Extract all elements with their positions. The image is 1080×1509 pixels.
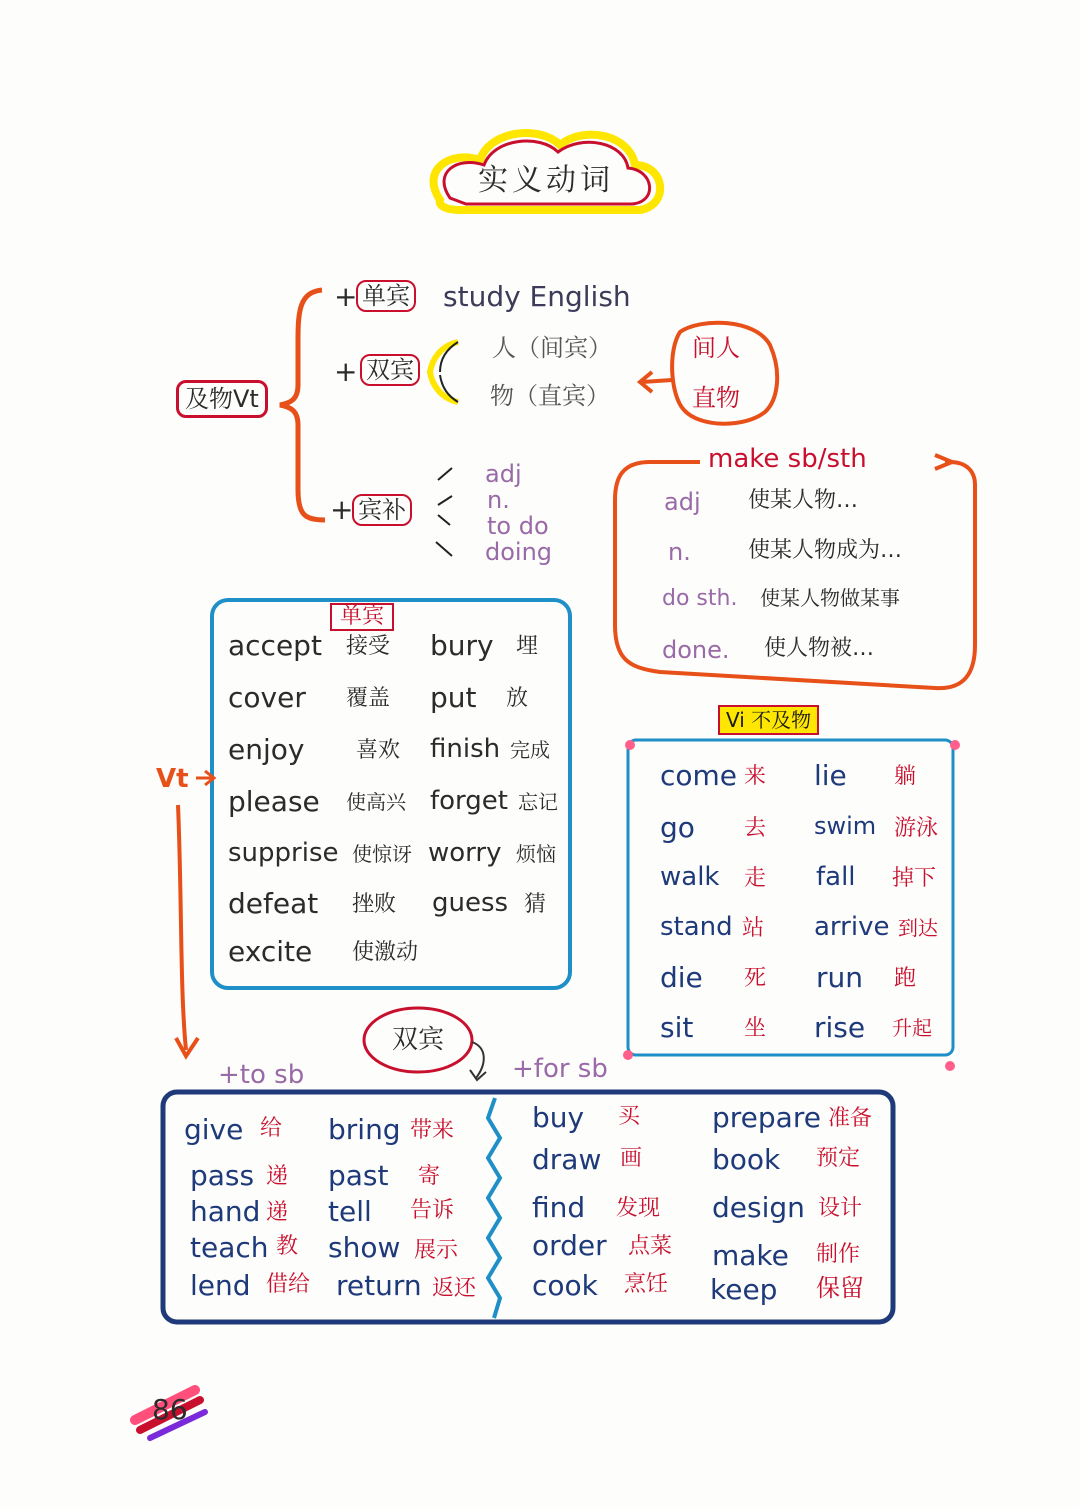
binbu-item: to do [487,512,549,540]
word-zh: 完成 [510,738,550,762]
word-en: rise [814,1011,866,1044]
word-en: draw [532,1143,602,1176]
word-zh: 递 [266,1200,289,1225]
make-row-key: do sth. [662,586,738,611]
word-en: enjoy [228,733,305,766]
word-zh: 给 [260,1116,283,1141]
word-en: cook [532,1269,598,1302]
word-en: teach [190,1231,269,1264]
word-en: guess [432,888,509,918]
word-en: sit [660,1011,694,1044]
word-en: return [336,1269,422,1302]
page-title: 实义动词 [478,163,614,198]
word-zh: 使高兴 [346,790,406,814]
word-en: stand [660,912,733,942]
vt-label [176,380,268,418]
word-zh: 站 [742,916,765,941]
vt-label-text: 及物Vt [185,385,259,413]
word-en: worry [428,838,502,868]
word-zh: 告诉 [410,1198,455,1223]
word-en: hand [190,1195,261,1228]
binbu-item: doing [485,538,553,566]
word-en: defeat [228,887,319,920]
shuangbin-item-thing: 物（直宾） [490,382,610,410]
word-en: excite [228,935,313,968]
word-zh: 放 [506,686,529,711]
word-en: show [328,1231,401,1264]
word-zh: 买 [618,1104,641,1129]
word-zh: 寄 [418,1164,441,1189]
word-en: come [660,759,738,792]
word-en: go [660,811,695,844]
word-en: pass [190,1159,255,1192]
vi-box-label: Vi 不及物 [718,705,819,735]
word-en: find [532,1191,586,1224]
make-row-value: 使某人物… [748,488,859,513]
word-zh: 设计 [818,1196,863,1221]
word-en: finish [430,734,501,764]
word-zh: 使惊讶 [352,842,412,866]
word-zh: 烦恼 [516,842,556,866]
word-zh: 递 [266,1164,289,1189]
word-zh: 挫败 [352,892,397,917]
make-row-value: 使某人物做某事 [760,586,900,610]
word-zh: 游泳 [894,816,939,841]
word-en: swim [814,812,877,840]
to-sb-label: +to sb [218,1060,305,1090]
word-en: lend [190,1269,251,1302]
word-en: tell [328,1195,372,1228]
word-zh: 死 [744,966,767,991]
word-zh: 覆盖 [346,686,391,711]
note-line-1: 间人 [692,334,740,362]
word-zh: 借给 [266,1272,311,1297]
word-en: please [228,785,320,818]
word-en: order [532,1229,607,1262]
danbin-example: study English [443,280,631,313]
binbu-item: n. [487,486,510,514]
word-zh: 埋 [516,634,539,659]
word-en: fall [816,862,856,892]
word-en: lie [814,759,847,792]
plus-sign-2: + [334,355,358,388]
word-zh: 教 [276,1234,299,1259]
word-en: prepare [712,1101,821,1134]
word-zh: 预定 [816,1146,861,1171]
word-en: die [660,961,703,994]
word-zh: 躺 [894,764,917,789]
make-box-title: make sb/sth [708,444,867,474]
word-en: supprise [228,838,339,868]
word-en: bring [328,1113,401,1146]
word-en: cover [228,681,306,714]
word-zh: 猜 [524,892,547,917]
word-en: design [712,1191,805,1224]
word-zh: 展示 [414,1238,459,1263]
word-zh: 来 [744,764,767,789]
shuangbin-item-person: 人（间宾） [492,334,612,362]
word-zh: 使激动 [352,940,419,965]
make-row-key: adj [664,488,701,516]
page-number: 86 [152,1393,188,1426]
word-zh: 升起 [892,1016,932,1040]
word-en: book [712,1143,781,1176]
word-en: walk [660,862,720,892]
shuangbin-label: 双宾 [392,1025,445,1055]
word-en: forget [430,786,508,816]
word-en: put [430,681,477,714]
binbu-item: adj [485,460,522,488]
word-zh: 喜欢 [356,738,401,763]
make-row-key: done. [662,636,730,664]
word-zh: 发现 [616,1196,661,1221]
word-zh: 接受 [346,634,391,659]
tag-shuangbin: 双宾 [360,354,420,386]
make-row-value: 使某人物成为… [748,538,903,563]
word-zh: 走 [744,866,767,891]
plus-sign-1: + [334,280,358,313]
vt-side-label: Vt [156,764,189,794]
word-en: bury [430,629,494,662]
word-en: make [712,1239,789,1272]
make-row-key: n. [668,538,691,566]
word-zh: 跑 [894,966,917,991]
word-en: give [184,1113,244,1146]
word-zh: 去 [744,816,767,841]
for-sb-label: +for sb [512,1054,608,1084]
word-zh: 制作 [816,1242,861,1267]
word-zh: 坐 [744,1016,767,1041]
tag-danbin: 单宾 [356,280,416,312]
word-en: accept [228,629,322,662]
make-row-value: 使人物被… [764,636,875,661]
tag-binbu: 宾补 [352,494,412,526]
word-zh: 画 [620,1146,643,1171]
note-line-2: 直物 [692,384,740,412]
word-en: buy [532,1101,585,1134]
word-en: run [816,961,864,994]
word-zh: 烹饪 [624,1272,669,1297]
word-zh: 准备 [828,1106,873,1131]
word-zh: 返还 [432,1276,477,1301]
word-en: past [328,1159,389,1192]
word-en: arrive [814,912,890,942]
plus-sign-3: + [330,493,354,526]
word-zh: 到达 [898,916,938,940]
danbin-box-label: 单宾 [330,603,394,631]
word-zh: 保留 [816,1274,864,1302]
word-en: keep [710,1273,778,1306]
word-zh: 掉下 [892,866,937,891]
word-zh: 点菜 [628,1234,673,1259]
word-zh: 忘记 [518,790,558,814]
word-zh: 带来 [410,1118,455,1143]
